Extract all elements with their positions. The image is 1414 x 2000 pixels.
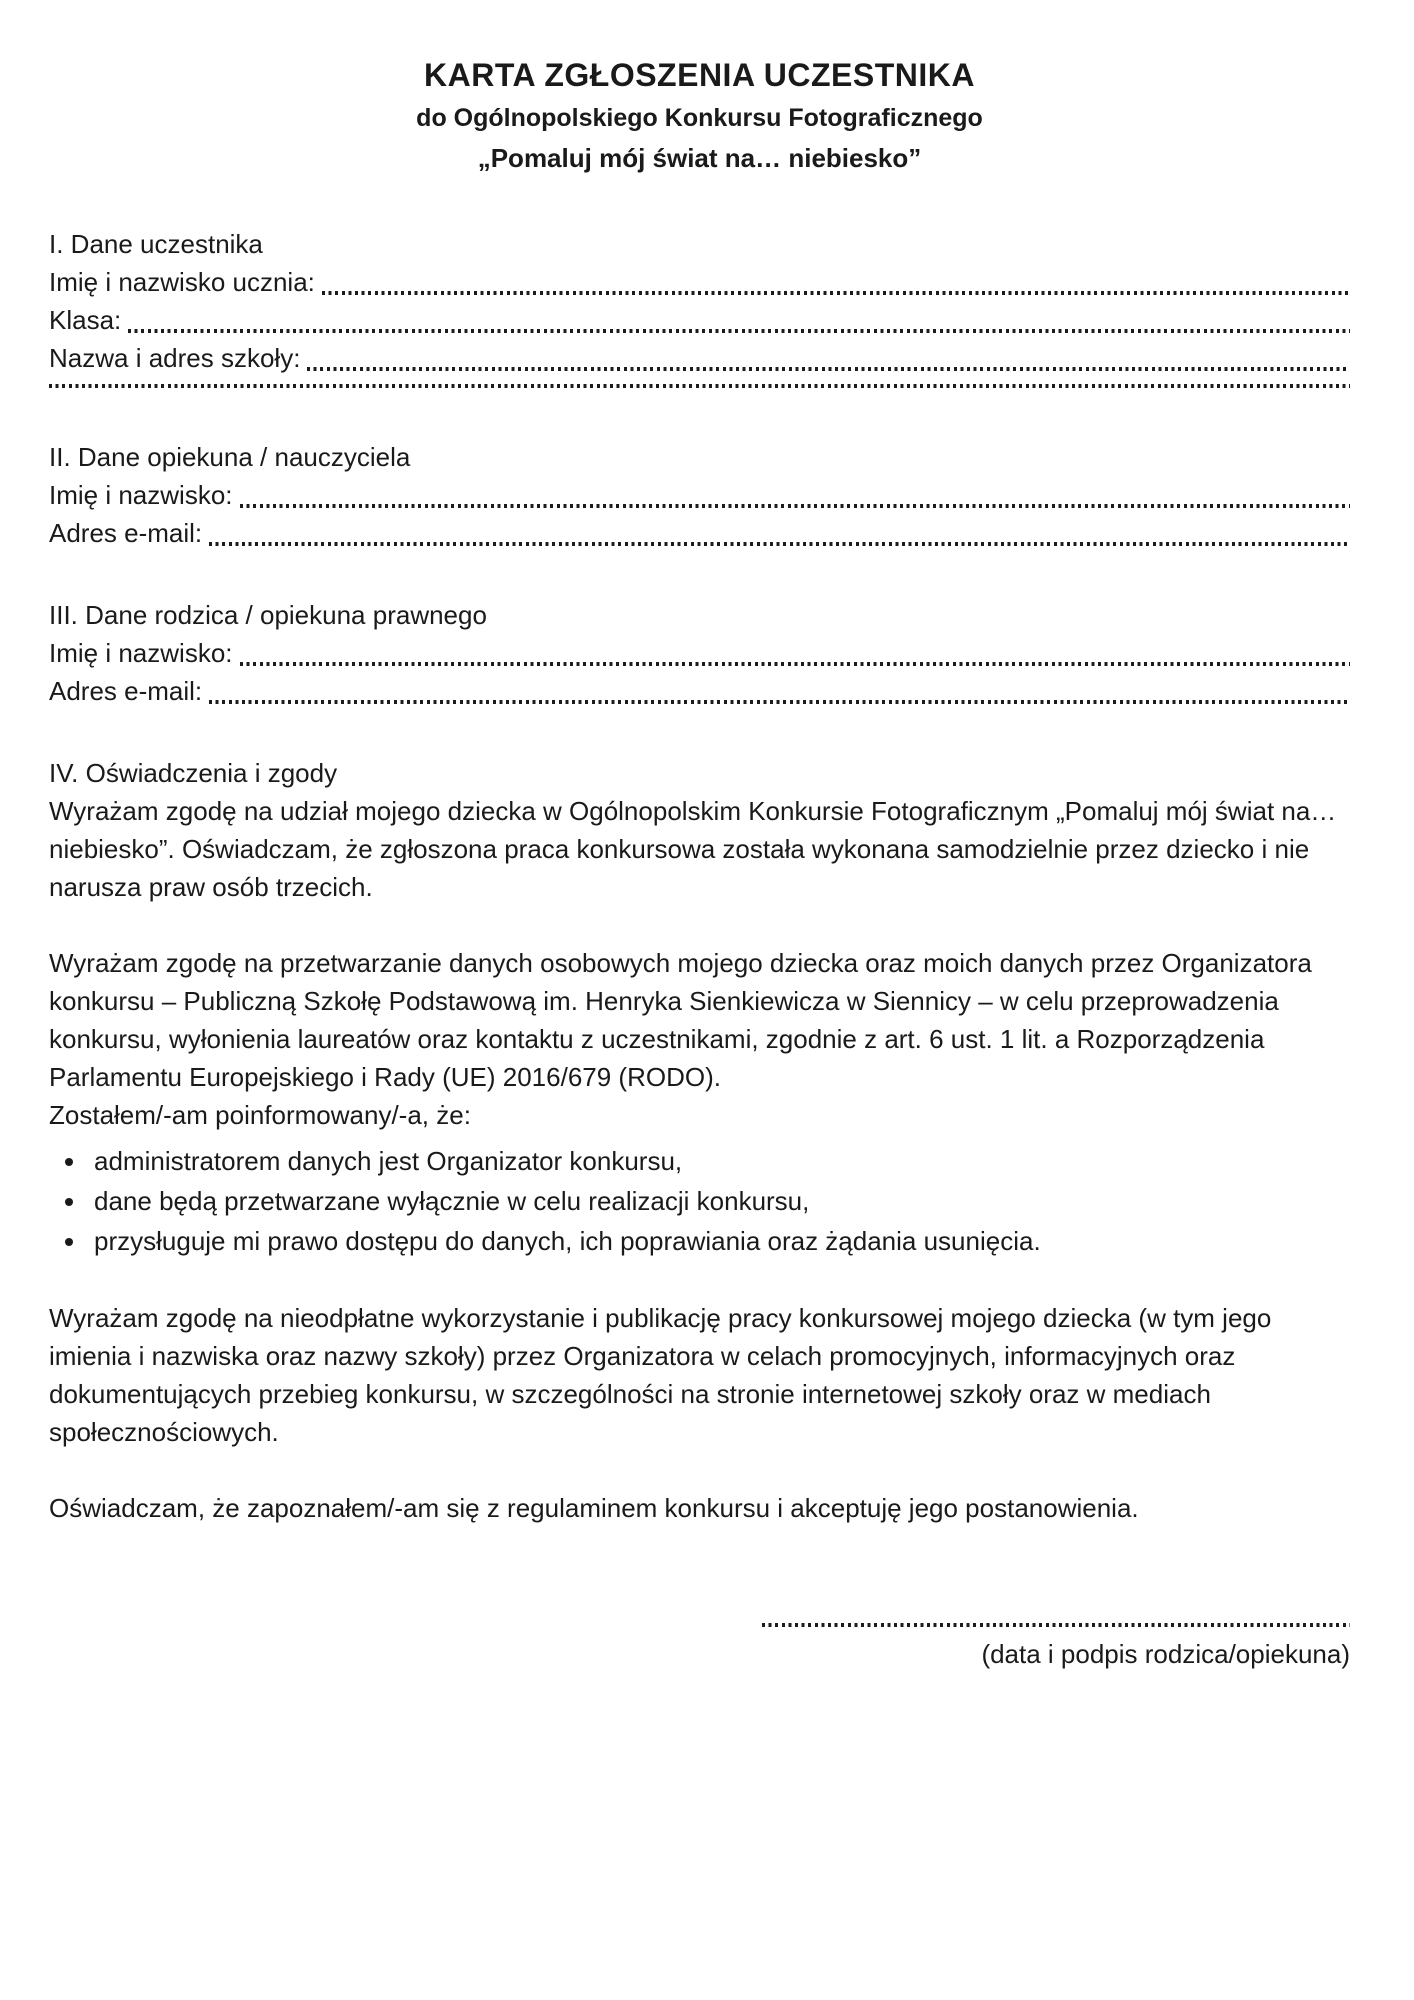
- consent-rules-paragraph: Oświadczam, że zapoznałem/-am się z regulaminem konkursu i akceptuję jego postanowienia.: [49, 1492, 1139, 1523]
- field-school: [49, 339, 1350, 377]
- field-parent-email-blank: [209, 700, 1350, 704]
- field-class-blank: [128, 329, 1350, 333]
- consent-bullet-access-rights: • przysługuje mi prawo dostępu do danych, ich poprawiania oraz żądania usunięcia.: [88, 1221, 1350, 1261]
- field-student-name-label: Imię i nazwisko ucznia:: [49, 266, 315, 297]
- field-teacher-name-blank: [240, 504, 1351, 508]
- field-teacher-name: [49, 476, 1350, 514]
- competition-name: „Pomaluj mój świat na… niebiesko”: [477, 143, 922, 174]
- form-subtitle: do Ogólnopolskiego Konkursu Fotograficznego: [416, 104, 983, 133]
- signature-block: [762, 1623, 1350, 1673]
- field-parent-email: [49, 672, 1350, 710]
- field-teacher-email-label: Adres e-mail:: [49, 517, 203, 548]
- form-title: KARTA ZGŁOSZENIA UCZESTNIKA: [424, 57, 975, 93]
- form-header: [49, 56, 1350, 175]
- field-class-label: Klasa:: [49, 304, 122, 335]
- consent-rodo-text: Wyrażam zgodę na przetwarzanie danych osobowych mojego dziecka oraz moich danych przez Organizatora konkursu – Publiczną Szkołę Podstawową im. Henryka Sienkiewicza w Siennicy – w celu przeprowadzenia konkursu, wyłonienia laureatów oraz kontaktu z uczestnikami, zgodnie z art. 6 ust. 1 lit. a Rozporządzenia Parlamentu Europejskiego i Rady (UE) 2016/679 (RODO).: [49, 947, 1312, 1092]
- section-teacher-heading: II. Dane opiekuna / nauczyciela: [49, 441, 411, 472]
- section-participant: [49, 225, 1350, 394]
- field-parent-email-label: Adres e-mail:: [49, 675, 203, 706]
- field-school-continued-blank: [49, 384, 1350, 388]
- field-parent-name-blank: [240, 662, 1351, 666]
- spacer: [49, 377, 1350, 384]
- field-parent-name-label: Imię i nazwisko:: [49, 637, 233, 668]
- section-consents: [49, 754, 1350, 1527]
- signature-caption: (data i podpis rodzica/opiekuna): [981, 1638, 1350, 1669]
- field-teacher-name-label: Imię i nazwisko:: [49, 479, 233, 510]
- section-teacher: [49, 438, 1350, 552]
- field-class: [49, 301, 1350, 339]
- consent-publication-paragraph: Wyrażam zgodę na nieodpłatne wykorzystanie i publikację pracy konkursowej mojego dziecka (w tym jego imienia i nazwiska oraz nazwy szkoły) przez Organizatora w celach promocyjnych, informacyjnych oraz dokumentujących przebieg konkursu, w szczególności na stronie internetowej szkoły oraz w mediach społecznościowych.: [49, 1302, 1272, 1447]
- section-participant-heading: I. Dane uczestnika: [49, 228, 263, 259]
- field-student-name-blank: [322, 291, 1350, 295]
- field-school-continued: [49, 384, 1350, 394]
- consent-bullet-processing: • dane będą przetwarzane wyłącznie w celu realizacji konkursu,: [88, 1181, 1350, 1221]
- field-school-blank: [307, 367, 1350, 371]
- section-parent-heading: III. Dane rodzica / opiekuna prawnego: [49, 599, 487, 630]
- field-teacher-email-blank: [209, 542, 1350, 546]
- section-parent: [49, 596, 1350, 710]
- field-school-label: Nazwa i adres szkoły:: [49, 342, 301, 373]
- field-teacher-email: [49, 514, 1350, 552]
- consent-bullets-list: [49, 1141, 1350, 1261]
- consent-participation-paragraph: Wyrażam zgodę na udział mojego dziecka w Ogólnopolskim Konkursie Fotograficznym „Pomaluj mój świat na… niebiesko”. Oświadczam, że zgłoszona praca konkursowa została wykonana samodzielnie przez dziecko i nie narusza praw osób trzecich.: [49, 795, 1337, 902]
- consent-rodo-paragraph: [49, 944, 1350, 1134]
- section-consents-heading: IV. Oświadczenia i zgody: [49, 757, 338, 788]
- signature-blank: [762, 1623, 1350, 1627]
- field-student-name: [49, 263, 1350, 301]
- field-parent-name: [49, 634, 1350, 672]
- consent-bullet-administrator: • administratorem danych jest Organizator konkursu,: [88, 1141, 1350, 1181]
- consent-informed-intro: Zostałem/-am poinformowany/-a, że:: [49, 1099, 471, 1130]
